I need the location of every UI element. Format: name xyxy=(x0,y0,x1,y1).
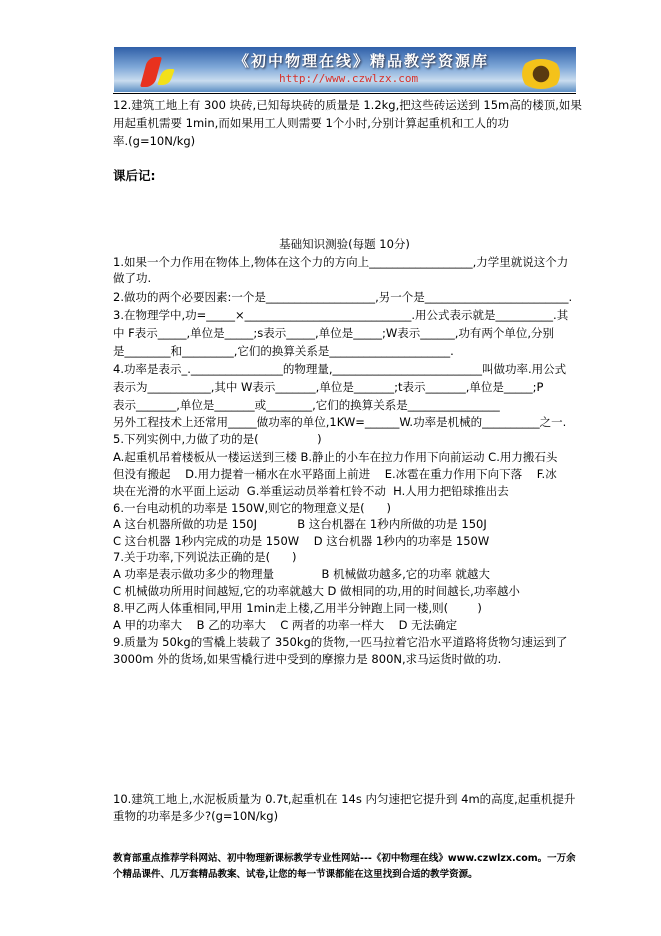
quiz-line: 另外工程技术上还常用_____做功率的单位,1KW=______W.功率是机械的__________之一. xyxy=(113,415,567,429)
header-divider xyxy=(113,93,576,94)
quiz-line: A 甲的功率大 B 乙的功率大 C 两者的功率一样大 D 无法确定 xyxy=(113,618,458,632)
quiz-line: 3000m 外的货场,如果雪橇行进中受到的摩擦力是 800N,求马运货时做的功. xyxy=(113,652,502,666)
quiz-line: 8.甲乙两人体重相同,甲用 1min走上楼,乙用半分钟跑上同一楼,则( ) xyxy=(113,601,482,615)
quiz-line: C 这台机器 1秒内完成的功是 150W D 这台机器 1秒内的功率是 150W xyxy=(113,534,490,548)
quiz-title: 基础知识测验(每题 10分) xyxy=(279,237,410,251)
quiz-line: 2.做功的两个必要因素:一个是___________________,另一个是_________________________. xyxy=(113,290,573,304)
footer-line: 教育部重点推荐学科网站、初中物理新课标教学专业性网站---《初中物理在线》www.czwlzx.com。一万余 xyxy=(113,853,576,864)
footer-line: 个精品课件、几万套精品教案、试卷,让您的每一节课都能在这里找到合适的教学资源。 xyxy=(113,869,478,880)
quiz-line: A 这台机器所做的功是 150J B 这台机器在 1秒内所做的功是 150J xyxy=(113,517,487,531)
quiz-line: 6.一台电动机的功率是 150W,则它的物理意义是( ) xyxy=(113,501,392,515)
quiz-line: 1.如果一个力作用在物体上,物体在这个力的方向上__________________,力学里就说这个力 xyxy=(113,255,569,269)
quiz-line: 中 F表示_____,单位是_____;s表示_____,单位是_____;W表示______,功有两个单位,分别 xyxy=(113,326,555,340)
quiz-line: 但没有搬起 D.用力提着一桶水在水平路面上前进 E.冰雹在重力作用下向下落 F.冰 xyxy=(113,467,557,481)
quiz-line: A 功率是表示做功多少的物理量 B 机械做功越多,它的功率 就越大 xyxy=(113,567,490,581)
quiz-line: 3.在物理学中,功=_____×_____________________________.用公式表示就是__________.其 xyxy=(113,308,569,322)
quiz-line: 表示_______,单位是_______或________,它们的换算关系是________________ xyxy=(113,398,500,412)
q10-line: 重物的功率是多少?(g=10N/kg) xyxy=(113,809,279,823)
quiz-line: A.起重机吊着楼板从一楼运送到三楼 B.静止的小车在拉力作用下向前运动 C.用力搬石头 xyxy=(113,450,558,464)
quiz-line: C 机械做功所用时间越短,它的功率就越大 D 做相同的功,用的时间越长,功率越小 xyxy=(113,584,520,598)
notes-heading: 课后记: xyxy=(113,168,156,183)
quiz-line: 5.下列实例中,力做了功的是( ) xyxy=(113,432,322,446)
quiz-line: 4.功率是表示_.________________的物理量,__________________________叫做功率.用公式 xyxy=(113,362,567,376)
banner-title: 《初中物理在线》精品教学资源库 xyxy=(234,52,490,70)
sunflower-icon xyxy=(519,59,563,89)
q10-line: 10.建筑工地上,水泥板质量为 0.7t,起重机在 14s 内匀速把它提升到 4m的高度,起重机提升 xyxy=(113,792,576,806)
quiz-line: 是________和_________,它们的换算关系是_____________________. xyxy=(113,344,454,358)
quiz-line: 表示为___________,其中 W表示_______,单位是_______;t表示_______,单位是_____;P xyxy=(113,380,544,394)
q12-line: 12.建筑工地上有 300 块砖,已知每块砖的质量是 1.2kg,把这些砖运送到 15m高的楼顶,如果 xyxy=(113,98,582,112)
banner-url: http://www.czwlzx.com xyxy=(279,72,419,85)
logo-accent-icon xyxy=(157,69,175,85)
quiz-line: 9.质量为 50kg的雪橇上装载了 350kg的货物,一匹马拉着它沿水平道路将货物匀速运到了 xyxy=(113,635,568,649)
q12-line: 用起重机需要 1min,而如果用工人则需要 1个小时,分别计算起重机和工人的功 xyxy=(113,116,509,130)
q12-line: 率.(g=10N/kg) xyxy=(113,134,196,148)
quiz-line: 块在光滑的水平面上运动 G.举重运动员举着杠铃不动 H.人用力把铅球推出去 xyxy=(113,484,509,498)
quiz-line: 做了功. xyxy=(113,271,152,285)
header-banner xyxy=(114,47,576,92)
quiz-line: 7.关于功率,下列说法正确的是( ) xyxy=(113,550,297,564)
